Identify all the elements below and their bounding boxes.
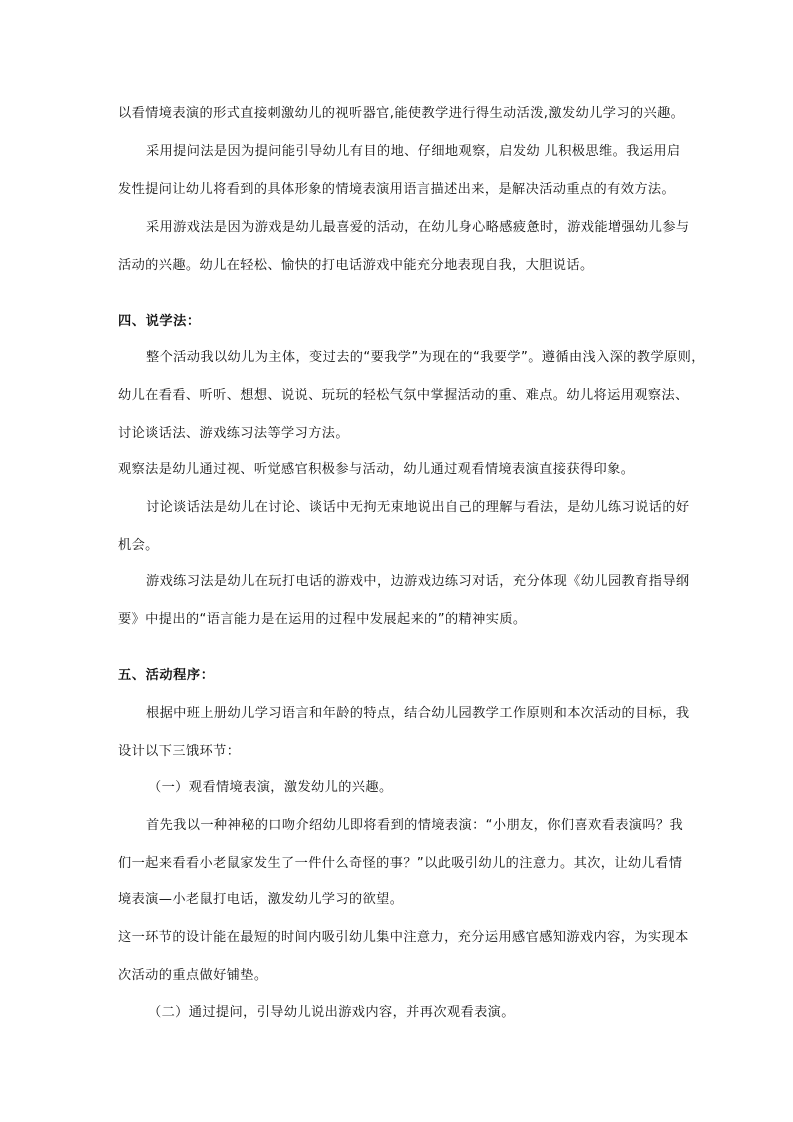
paragraph-line: 以看情境表演的形式直接刺激幼儿的视听器官,能使教学进行得生动活泼,激发幼儿学习的兴趣。 [118, 106, 685, 121]
paragraph-line: 采用提问法是因为提问能引导幼儿有目的地、仔细地观察，启发幼 儿积极思维。我运用启 [146, 144, 681, 159]
paragraph-line: 观察法是幼儿通过视、听觉感官积极参与活动，幼儿通过观看情境表演直接获得印象。 [118, 462, 635, 477]
paragraph-line: 要》中提出的“语言能力是在运用的过程中发展起来的”的精神实质。 [118, 612, 527, 627]
paragraph-line: 讨论谈话法是幼儿在讨论、谈话中无拘无束地说出自己的理解与看法，是幼儿练习说话的好 [146, 500, 690, 515]
paragraph-line: 发性提问让幼儿将看到的具体形象的情境表演用语言描述出来，是解决活动重点的有效方法。 [118, 182, 676, 197]
section-heading: 四、说学法： [118, 314, 201, 329]
paragraph-line: 次活动的重点做好铺垫。 [118, 968, 268, 983]
subsection-heading: （二）通过提问，引导幼儿说出游戏内容，并再次观看表演。 [148, 1005, 515, 1020]
paragraph-line: 根据中班上册幼儿学习语言和年龄的特点，结合幼儿园教学工作原则和本次活动的目标，我 [146, 706, 690, 721]
subsection-heading: （一）观看情境表演，激发幼儿的兴趣。 [148, 780, 393, 795]
paragraph-line: 讨论谈话法、游戏练习法等学习方法。 [118, 426, 349, 441]
section-heading: 五、活动程序： [118, 668, 215, 683]
paragraph-line: 活动的兴趣。幼儿在轻松、愉快的打电话游戏中能充分地表现自我，大胆说话。 [118, 258, 594, 273]
paragraph-line: 幼儿在看看、听听、想想、说说、玩玩的轻松气氛中掌握活动的重、难点。幼儿将运用观察法、 [118, 388, 689, 403]
paragraph-line: 整个活动我以幼儿为主体，变过去的“要我学”为现在的“我要学”。遵循由浅入深的教学原则， [146, 350, 705, 365]
paragraph-line: 首先我以一种神秘的口吻介绍幼儿即将看到的情境表演：“小朋友，你们喜欢看表演吗？我 [146, 818, 684, 833]
paragraph-line: 采用游戏法是因为游戏是幼儿最喜爱的活动，在幼儿身心略感疲惫时，游戏能增强幼儿参与 [146, 220, 690, 235]
paragraph-line: 游戏练习法是幼儿在玩打电话的游戏中，边游戏边练习对话，充分体现《幼儿园教育指导纲 [146, 574, 690, 589]
paragraph-line: 们一起来看看小老鼠家发生了一件什么奇怪的事？”以此吸引幼儿的注意力。其次，让幼儿看情 [118, 856, 683, 871]
paragraph-line: 设计以下三饿环节： [118, 744, 241, 759]
paragraph-line: 机会。 [118, 538, 159, 553]
paragraph-line: 境表演—小老鼠打电话，激发幼儿学习的欲望。 [118, 892, 404, 907]
paragraph-line: 这一环节的设计能在最短的时间内吸引幼儿集中注意力，充分运用感官感知游戏内容，为实现本 [118, 930, 689, 945]
